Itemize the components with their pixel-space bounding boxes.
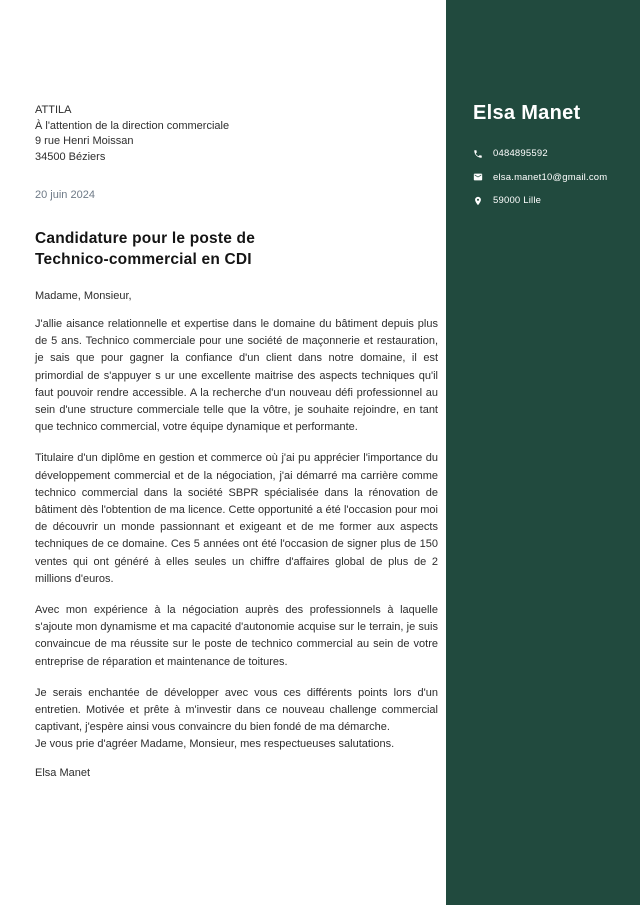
location-icon [473, 196, 483, 206]
email-value: elsa.manet10@gmail.com [493, 171, 608, 183]
paragraph-3: Avec mon expérience à la négociation auprès des professionnels à laquelle s'ajoute mon dynamisme et ma capacité d'autonomie acquise sur le terrain, je suis convaincue de ma réussite sur le poste de technico commercial au sein de votre entreprise de réparation et maintenance de toitures. [35, 604, 438, 668]
location-value: 59000 Lille [493, 195, 542, 206]
recipient-company: ATTILA [35, 104, 72, 116]
closing-line: Je vous prie d'agréer Madame, Monsieur, mes respectueuses salutations. [35, 738, 395, 751]
contact-list [473, 148, 626, 206]
paragraph-2: Titulaire d'un diplôme en gestion et commerce où j'ai pu apprécier l'importance du développement commercial et de la négociation, j'ai démarré ma carrière comme technico commercial dans la société SBPR spécialisée dans la rénovation de bâtiment dès l'obtention de ma licence. Cette opportunité a été l'occasion pour moi de découvrir un monde passionnant et exigeant et de me former aux aspects techniques de ce domaine. Ces 5 années ont été l'occasion de signer plus de 150 ventes qui ont généré à elles seules un chiffre d'affaires global de plus de 2 millions d'euros. [35, 452, 438, 585]
phone-icon [473, 149, 483, 159]
paragraph-1: J'allie aisance relationnelle et expertise dans le domaine du bâtiment depuis plus de 5 ans. Technico commerciale pour une société de maçonnerie et restauration, je sais que pour gagner la confiance d'un client dans notre domaine, il est primordial de s'appuyer s ur une excellente maitrise des aspects techniques qu'il faut pouvoir rendre accessible. A la recherche d'un nouveau défi professionnel au sein d'une structure commerciale telle que la vôtre, je souhaite rejoindre, en tant que technico commercial, votre équipe dynamique et performante. [35, 318, 438, 434]
salutation: Madame, Monsieur, [35, 290, 132, 302]
letter-date: 20 juin 2024 [35, 189, 95, 201]
contact-row-email [473, 172, 626, 183]
subject-line-1: Candidature pour le poste de [35, 230, 256, 247]
recipient-city: 34500 Béziers [35, 150, 106, 163]
email-icon [473, 172, 483, 182]
subject-line-2: Technico-commercial en CDI [35, 251, 252, 268]
recipient-street: 9 rue Henri Moissan [35, 135, 134, 147]
recipient-block [35, 103, 438, 165]
contact-row-phone [473, 148, 626, 159]
paragraph-4: Je serais enchantée de développer avec vous ces différents points lors d'un entretien. Motivée et prête à m'investir dans ce nouveau challenge commercial captivant, j'espère ainsi vous convaincre du bien fondé de ma démarche. [35, 686, 438, 734]
contact-sidebar [446, 0, 640, 905]
contact-row-location [473, 195, 626, 206]
phone-value: 0484895592 [493, 148, 548, 159]
letter-subject [35, 228, 438, 270]
signature: Elsa Manet [35, 766, 91, 779]
recipient-attention: À l'attention de la direction commerciale [35, 119, 230, 132]
candidate-name: Elsa Manet [473, 102, 581, 124]
